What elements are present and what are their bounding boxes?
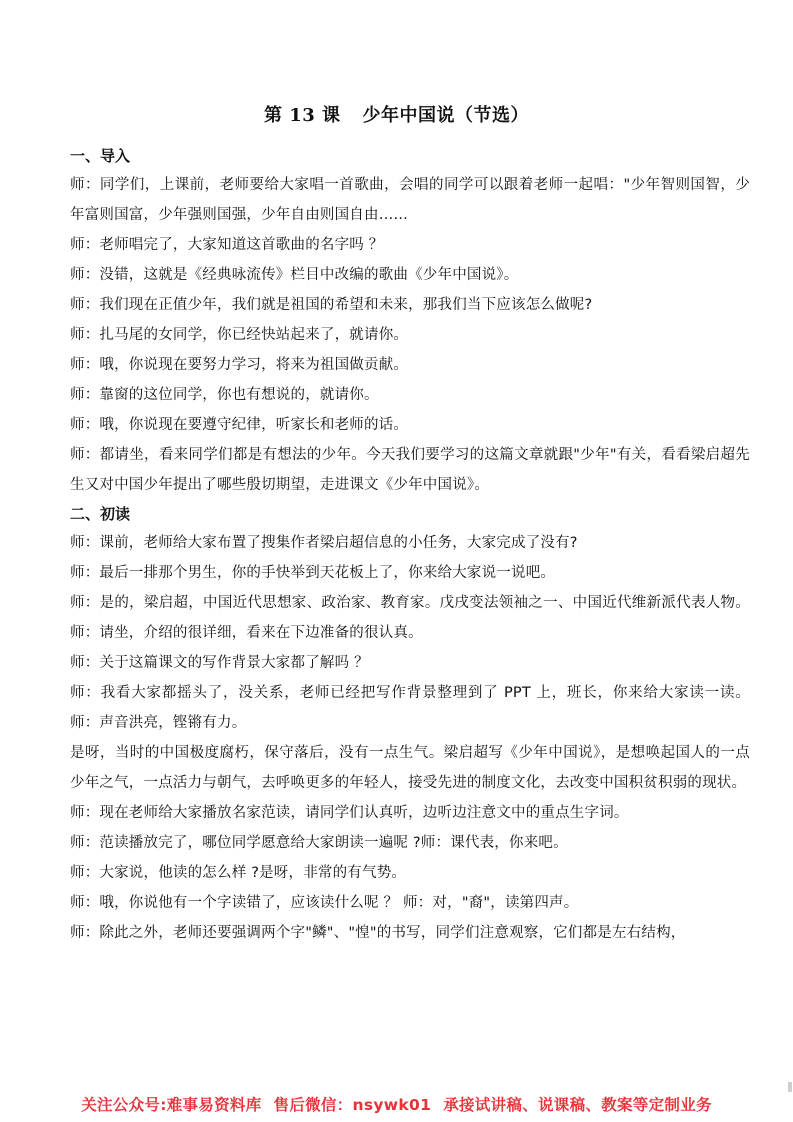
- paragraph: 师：我们现在正值少年，我们就是祖国的希望和未来，那我们当下应该怎么做呢?: [70, 297, 593, 313]
- page-title: [0, 104, 793, 128]
- section-heading: 一、导入: [70, 147, 131, 165]
- section-intro: [70, 142, 750, 500]
- lesson-title: 少年中国说（节选）: [362, 105, 530, 126]
- lesson-number: 第 13 课: [263, 105, 341, 126]
- footer-account: 关注公众号:难事易资料库: [81, 1096, 262, 1114]
- paragraph: 师：靠窗的这位同学，你也有想说的，就请你。: [70, 387, 379, 403]
- paragraph: 师：课前，老师给大家布置了搜集作者梁启超信息的小任务，大家完成了没有?: [70, 535, 578, 551]
- paragraph: 是呀，当时的中国极度腐朽，保守落后，没有一点生气。梁启超写《少年中国说》，是想唤起国人的一点少年之气，一点活力与朝气，去呼唤更多的年轻人，接受先进的制度文化，去改变中国积贫积弱的现状。: [70, 745, 750, 791]
- page-edge-mark: [788, 1082, 792, 1092]
- paragraph: 师：没错，这就是《经典咏流传》栏目中改编的歌曲《少年中国说》。: [70, 267, 519, 283]
- section-first-reading: [70, 500, 750, 948]
- paragraph: 师：最后一排那个男生，你的手快举到天花板上了，你来给大家说一说吧。: [70, 565, 556, 581]
- footer-services: 承接试讲稿、说课稿、教案等定制业务: [443, 1096, 712, 1114]
- paragraph: 师：是的，梁启超，中国近代思想家、政治家、教育家。戊戌变法领袖之一、中国近代维新派代表人物。 师：请坐，介绍的很详细，看来在下边准备的很认真。: [70, 595, 750, 641]
- paragraph: 师：都请坐，看来同学们都是有想法的少年。今天我们要学习的这篇文章就跟"少年"有关，看看梁启超先生又对中国少年提出了哪些殷切期望，走进课文《少年中国说》。: [70, 447, 750, 493]
- paragraph: 师：老师唱完了，大家知道这首歌曲的名字吗 ？: [70, 237, 384, 253]
- paragraph: 师：关于这篇课文的写作背景大家都了解吗 ？: [70, 655, 369, 671]
- paragraph: 师：扎马尾的女同学，你已经快站起来了，就请你。: [70, 327, 409, 343]
- paragraph: 师：哦，你说现在要努力学习，将来为祖国做贡献。: [70, 357, 409, 373]
- paragraph: 师：哦，你说他有一个字读错了，应该读什么呢 ？ 师：对，"裔"，读第四声。: [70, 895, 579, 911]
- paragraph: 师：同学们，上课前，老师要给大家唱一首歌曲，会唱的同学可以跟着老师一起唱："少年智则国智，少年富则国富，少年强则国强，少年自由则国自由……: [70, 177, 750, 223]
- paragraph: 师：哦，你说现在要遵守纪律，听家长和老师的话。: [70, 417, 409, 433]
- paragraph: 师：现在老师给大家播放名家范读，请同学们认真听，边听边注意文中的重点生字词。: [70, 805, 629, 821]
- paragraph: 师：大家说，他读的怎么样 ?是呀，非常的有气势。: [70, 865, 407, 881]
- paragraph: 师：范读播放完了，哪位同学愿意给大家朗读一遍呢 ?师：课代表，你来吧。: [70, 835, 568, 851]
- footer-wechat: 售后微信：nsywk01: [273, 1096, 432, 1114]
- paragraph: 师：我看大家都摇头了，没关系，老师已经把写作背景整理到了 PPT 上，班长，你来给大家读一读。师：声音洪亮，铿锵有力。: [70, 685, 750, 731]
- document-body: [70, 142, 750, 948]
- section-heading: 二、初读: [70, 505, 131, 523]
- paragraph: 师：除此之外，老师还要强调两个字"鳞"、"惶"的书写，同学们注意观察，它们都是左右结构，: [70, 925, 686, 941]
- footer-banner: [0, 1094, 793, 1116]
